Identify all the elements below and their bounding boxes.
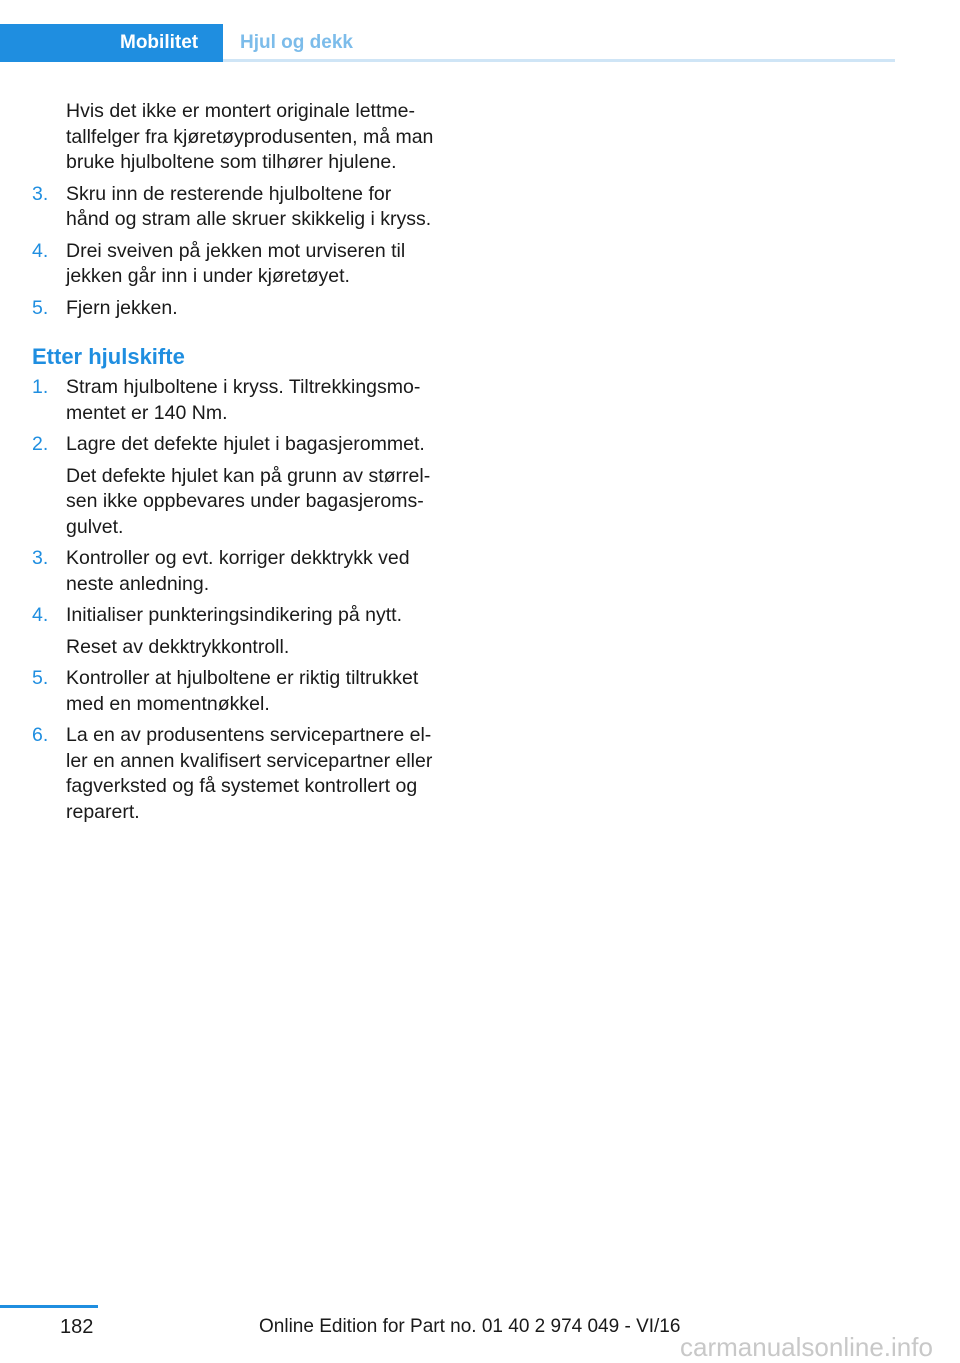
text-line: La en av produsentens servicepartnere el‐: [66, 724, 432, 746]
list-item: [32, 723, 447, 825]
text-line: Initialiser punkteringsindikering på nytt.: [66, 604, 403, 626]
text-line: fagverksted og få systemet kontrollert og: [66, 775, 418, 797]
text-line: Hvis det ikke er montert originale lettme‐: [66, 100, 415, 122]
watermark: carmanualsonline.info: [680, 1332, 933, 1362]
section-heading: Etter hjulskifte: [32, 344, 185, 369]
step-number: 6.: [32, 724, 49, 746]
text-line: med en momentnøkkel.: [66, 692, 270, 715]
page-number: 182: [60, 1316, 94, 1338]
text-line: Skru inn de resterende hjulboltene for: [66, 182, 392, 205]
main-content: [32, 99, 447, 825]
list-item: [32, 546, 447, 597]
edition-note: Online Edition for Part no. 01 40 2 974 049 - VI/16: [259, 1316, 681, 1337]
text-line: tallfelger fra kjøretøyprodusenten, må man: [66, 125, 434, 148]
text-line: hånd og stram alle skruer skikkelig i kryss.: [66, 208, 432, 230]
list-item: [32, 375, 447, 426]
text-line: Drei sveiven på jekken mot urviseren til: [66, 239, 406, 262]
text-line: Kontroller at hjulboltene er riktig tiltrukket: [66, 667, 419, 689]
list-item: [32, 666, 447, 717]
list-item: [32, 432, 447, 540]
list-item: [32, 182, 447, 233]
text-line: Fjern jekken.: [66, 296, 178, 319]
step-note: [66, 635, 447, 661]
step-number: 5.: [32, 667, 49, 689]
text-line: sen ikke oppbevares under bagasjeroms‐: [66, 490, 424, 512]
list-item: [32, 296, 447, 322]
footer-divider: [0, 1305, 98, 1308]
intro-paragraph: [32, 99, 447, 176]
step-number: 5.: [32, 296, 49, 319]
text-line: neste anledning.: [66, 572, 210, 595]
step-number: 3.: [32, 182, 49, 205]
text-line: ler en annen kvalifisert servicepartner eller: [66, 749, 433, 772]
step-number: 4.: [32, 239, 49, 262]
text-line: Stram hjulboltene i kryss. Tiltrekkingsmo‐: [66, 376, 421, 398]
text-line: mentet er 140 Nm.: [66, 401, 228, 424]
text-line: Kontroller og evt. korriger dekktrykk ved: [66, 547, 410, 569]
header-divider: [223, 59, 895, 62]
step-number: 3.: [32, 547, 49, 569]
text-line: Det defekte hjulet kan på grunn av størrel‐: [66, 464, 431, 487]
tab-mobilitet[interactable]: Mobilitet: [0, 24, 223, 62]
list-item: [32, 603, 447, 660]
text-line: reparert.: [66, 800, 140, 823]
tab-hjul-og-dekk[interactable]: Hjul og dekk: [240, 32, 353, 53]
text-line: gulvet.: [66, 515, 124, 538]
text-line: bruke hjulboltene som tilhører hjulene.: [66, 151, 397, 173]
step-number: 2.: [32, 433, 49, 455]
page-header: [0, 24, 960, 62]
step-number: 4.: [32, 604, 49, 626]
list-item: [32, 239, 447, 290]
text-line: Reset av dekktrykkontroll.: [66, 635, 290, 658]
step-number: 1.: [32, 376, 49, 398]
step-note: [66, 464, 447, 541]
text-line: Lagre det defekte hjulet i bagasjerommet.: [66, 433, 425, 455]
text-line: jekken går inn i under kjøretøyet.: [66, 265, 350, 287]
